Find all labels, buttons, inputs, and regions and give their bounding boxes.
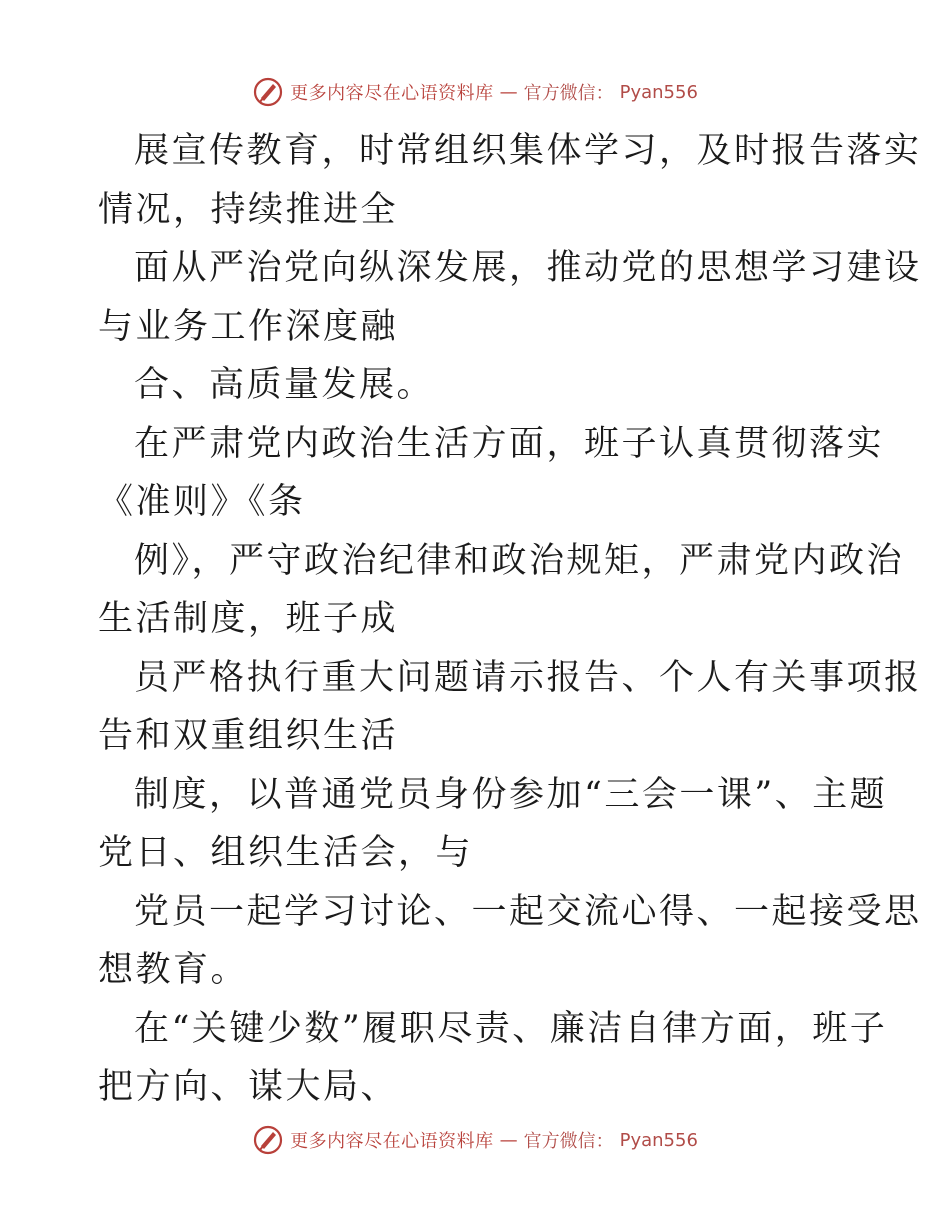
text-line: 在“关键少数”履职尽责、廉洁自律方面，班子 bbox=[134, 1008, 888, 1049]
watermark-wechat-id: Pyan556 bbox=[619, 1129, 698, 1151]
watermark-text: 更多内容尽在心语资料库 bbox=[290, 83, 494, 104]
text-line: 把方向、谋大局、 bbox=[98, 1067, 399, 1107]
text-line: 展宣传教育，时常组织集体学习，及时报告落实 bbox=[134, 131, 922, 171]
watermark-separator: — bbox=[499, 1129, 518, 1151]
text-line: 合、高质量发展。 bbox=[134, 365, 435, 405]
text-line: 情况，持续推进全 bbox=[98, 189, 399, 230]
text-line: 与业务工作深度融 bbox=[98, 306, 399, 347]
text-line: 制度，以普通党员身份参加“三会一课”、主题 bbox=[134, 774, 888, 815]
text-line: 党日、组织生活会，与 bbox=[98, 833, 474, 873]
text-line: 告和双重组织生活 bbox=[98, 716, 399, 756]
watermark-text: 更多内容尽在心语资料库 bbox=[290, 1131, 494, 1152]
header-watermark bbox=[0, 72, 950, 112]
watermark-wechat-id: Pyan556 bbox=[619, 81, 698, 103]
text-line: 员严格执行重大问题请示报告、个人有关事项报 bbox=[134, 657, 922, 698]
watermark-wechat-label: 官方微信： bbox=[523, 83, 614, 104]
watermark-separator: — bbox=[499, 81, 518, 103]
text-line: 例》，严守政治纪律和政治规矩，严肃党内政治 bbox=[134, 540, 905, 581]
text-line: 生活制度，班子成 bbox=[98, 599, 399, 639]
text-line: 想教育。 bbox=[98, 950, 249, 990]
text-line: 《准则》《条 bbox=[98, 482, 306, 522]
text-line: 面从严治党向纵深发展，推动党的思想学习建设 bbox=[134, 248, 922, 288]
watermark-wechat-label: 官方微信： bbox=[523, 1131, 614, 1152]
document-body bbox=[98, 122, 922, 1117]
quill-pen-seal-icon bbox=[252, 1124, 284, 1156]
quill-pen-seal-icon bbox=[252, 76, 284, 108]
text-line: 在严肃党内政治生活方面，班子认真贯彻落实 bbox=[134, 423, 885, 464]
text-line: 党员一起学习讨论、一起交流心得、一起接受思 bbox=[134, 891, 922, 932]
footer-watermark bbox=[0, 1120, 950, 1160]
